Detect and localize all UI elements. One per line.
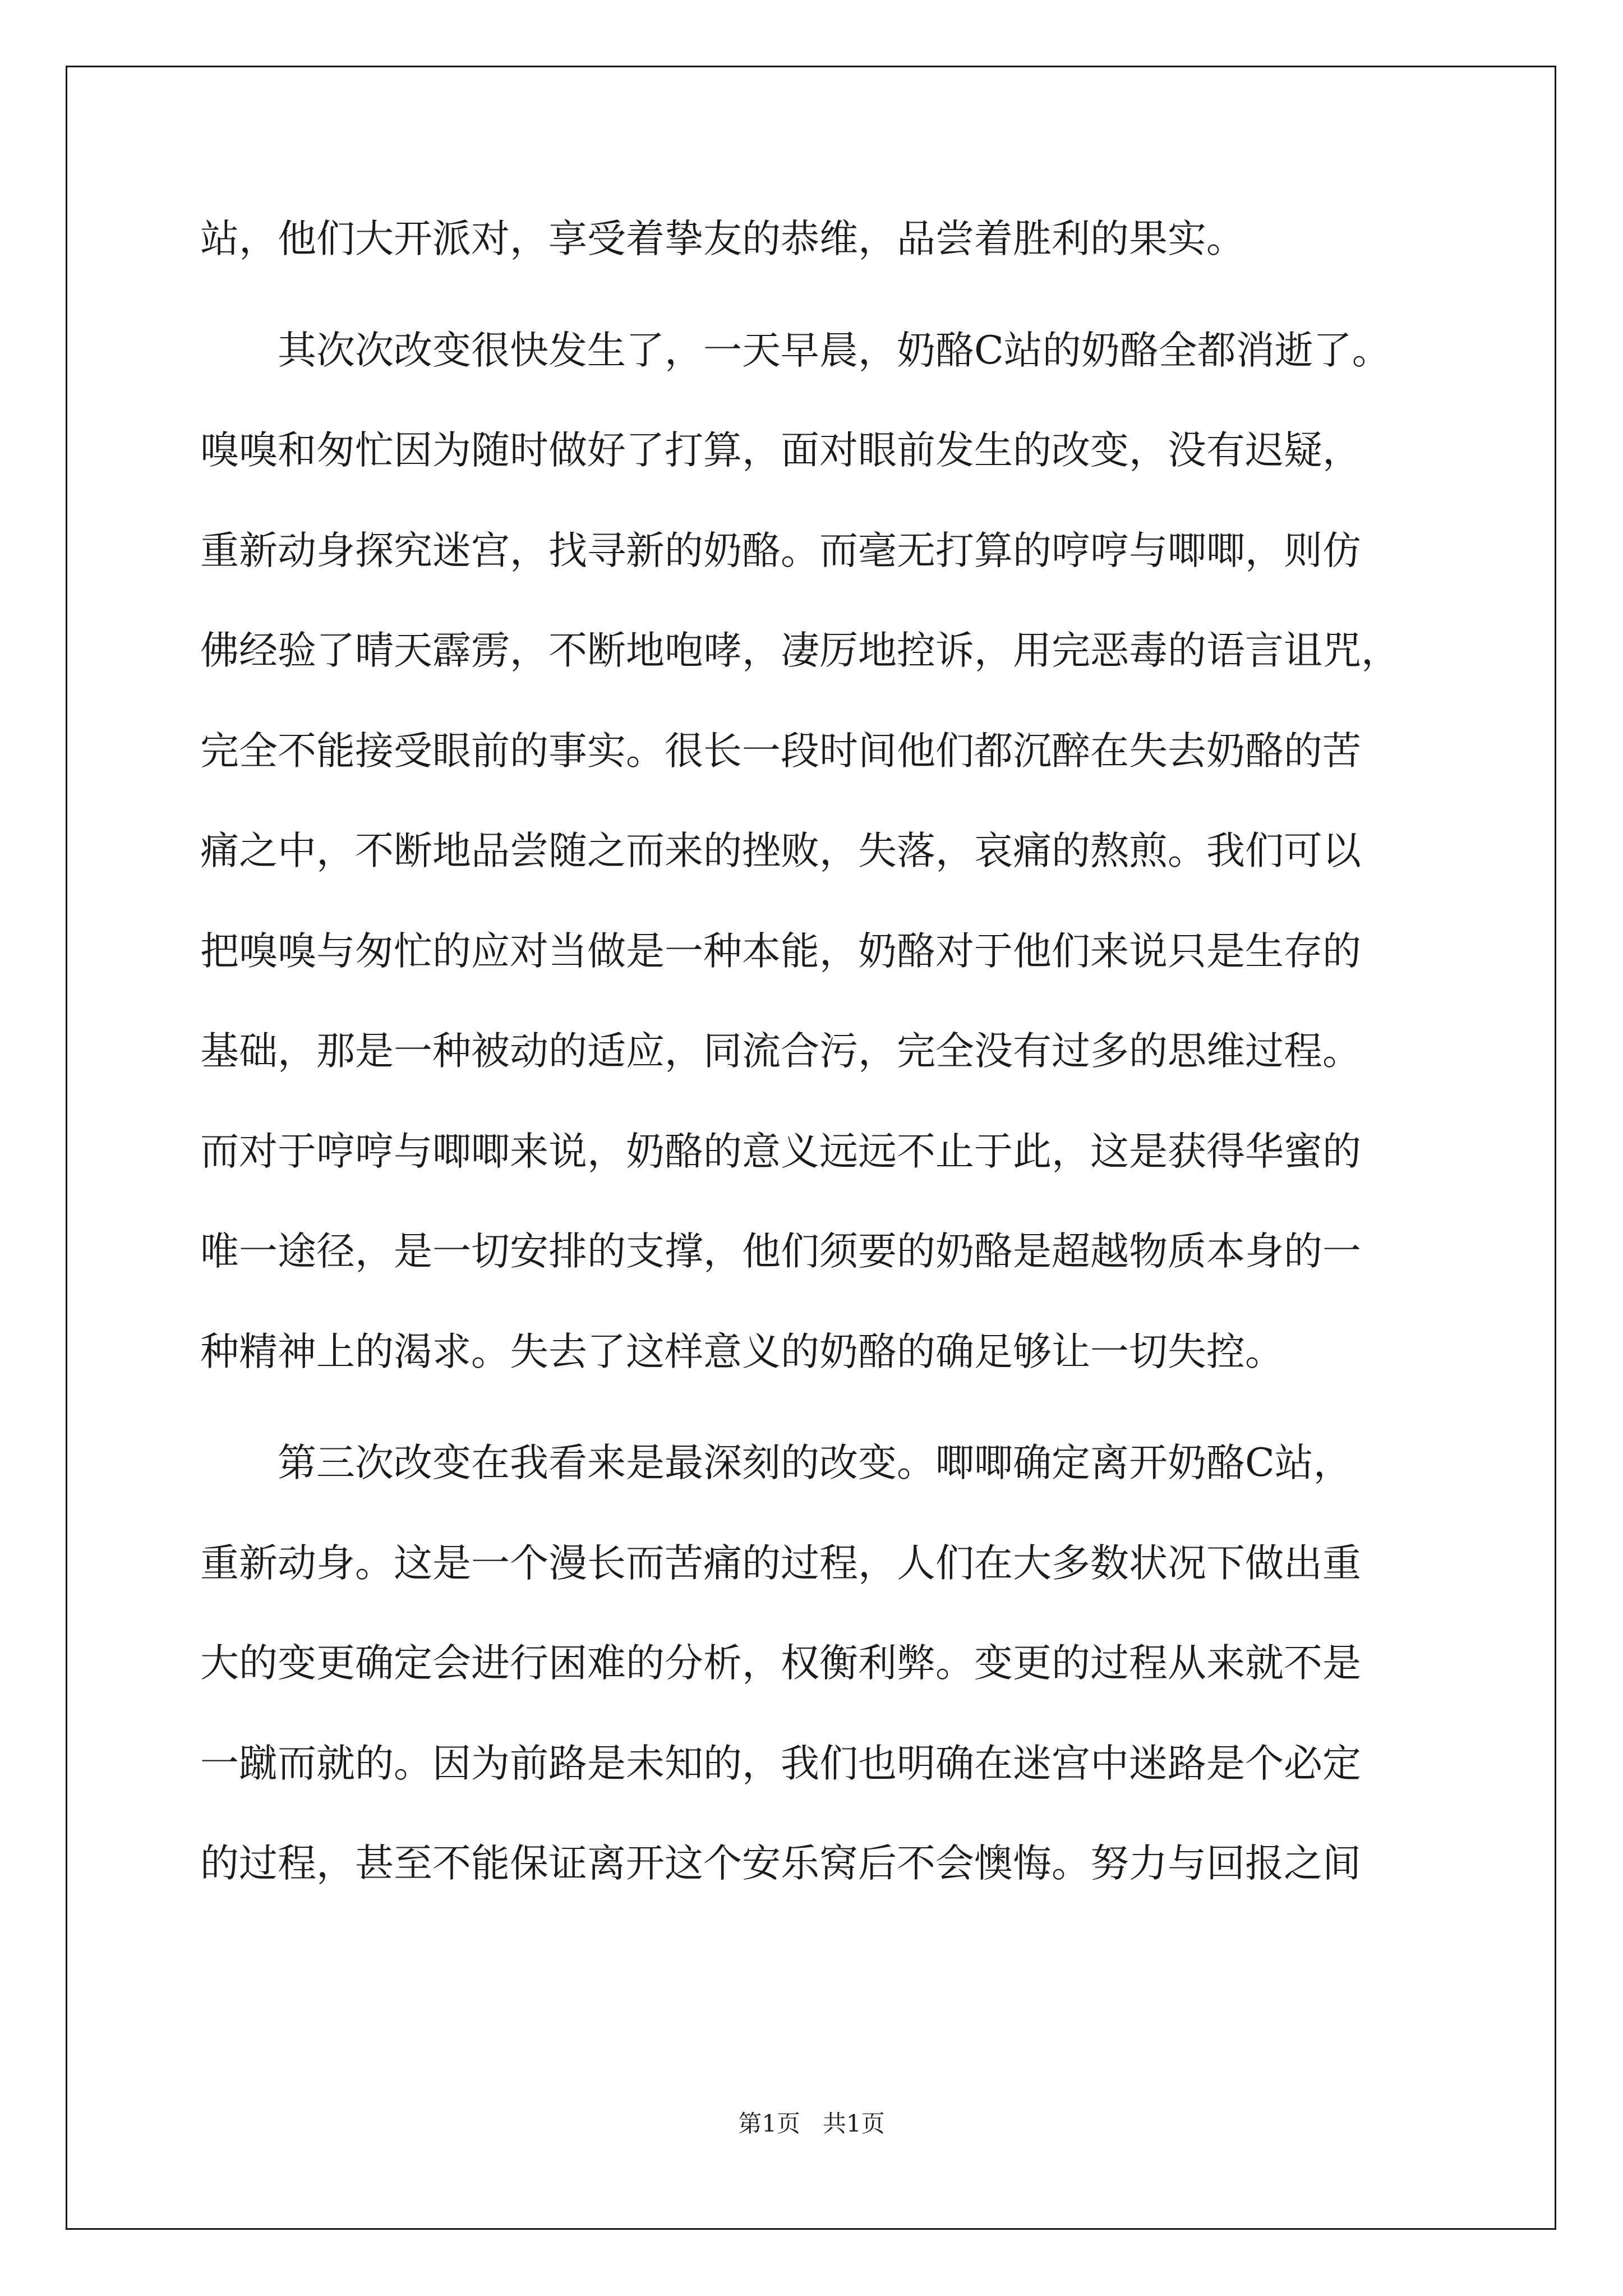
paragraph-first-line: 第三次改变在我看来是最深刻的改变。唧唧确定离开奶酪C站，	[278, 1441, 1352, 1485]
text-line: 一蹴而就的。因为前路是未知的，我们也明确在迷宫中迷路是个必定	[200, 1741, 1361, 1786]
text-line: 重新动身。这是一个漫长而苦痛的过程，人们在大多数状况下做出重	[200, 1541, 1361, 1586]
paragraph-first-line: 其次次改变很快发生了，一天早晨，奶酪C站的奶酪全都消逝了。	[278, 328, 1391, 373]
text-line: 种精神上的渴求。失去了这样意义的奶酪的确足够让一切失控。	[200, 1329, 1284, 1374]
text-line: 唯一途径，是一切安排的支撑，他们须要的奶酪是超越物质本身的一	[200, 1229, 1361, 1274]
text-line: 完全不能接受眼前的事实。很长一段时间他们都沉醉在失去奶酪的苦	[200, 729, 1361, 774]
text-line: 痛之中，不断地品尝随之而来的挫败，失落，哀痛的熬煎。我们可以	[200, 829, 1361, 873]
text-line: 大的变更确定会进行困难的分析，权衡利弊。变更的过程从来就不是	[200, 1641, 1361, 1686]
text-line: 基础，那是一种被动的适应，同流合污，完全没有过多的思维过程。	[200, 1029, 1361, 1074]
text-line: 重新动身探究迷宫，找寻新的奶酪。而毫无打算的哼哼与唧唧，则仿	[200, 528, 1361, 573]
text-line: 嗅嗅和匆忙因为随时做好了打算，面对眼前发生的改变，没有迟疑，	[200, 428, 1361, 473]
page-total: 共1页	[823, 2110, 885, 2137]
text-line: 而对于哼哼与唧唧来说，奶酪的意义远远不止于此，这是获得华蜜的	[200, 1129, 1361, 1174]
text-line: 把嗅嗅与匆忙的应对当做是一种本能，奶酪对于他们来说只是生存的	[200, 929, 1361, 974]
text-line: 佛经验了晴天霹雳，不断地咆哮，凄厉地控诉，用完恶毒的语言诅咒，	[200, 628, 1400, 673]
text-line: 的过程，甚至不能保证离开这个安乐窝后不会懊悔。努力与回报之间	[200, 1841, 1361, 1886]
page-footer	[0, 2108, 1623, 2139]
text-line: 站，他们大开派对，享受着挚友的恭维，品尝着胜利的果实。	[200, 217, 1245, 261]
page-number: 第1页	[738, 2110, 800, 2137]
